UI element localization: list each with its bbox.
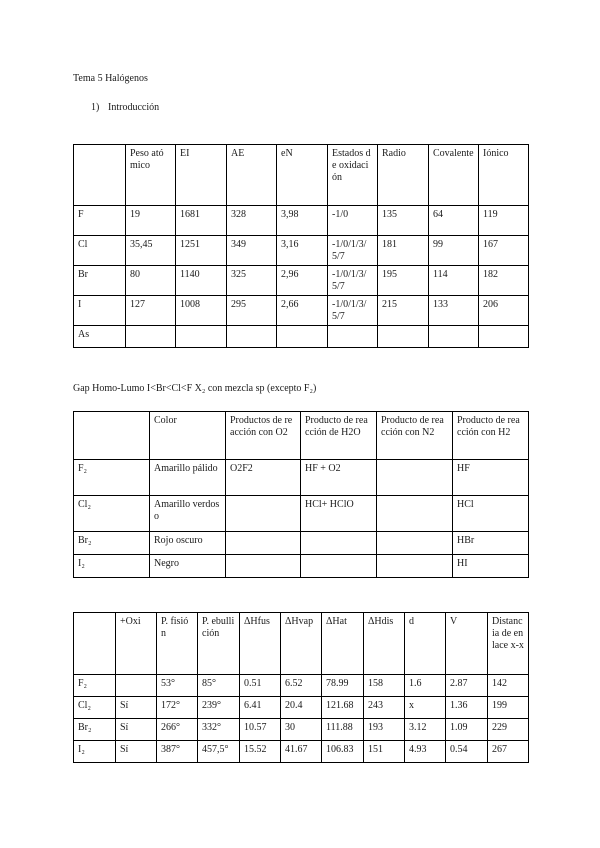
table-cell: 80 — [126, 266, 176, 296]
table-cell: HCl — [453, 496, 529, 532]
row-label: I — [74, 296, 126, 326]
table-cell: 328 — [227, 206, 277, 236]
table-cell: 167 — [479, 236, 529, 266]
table-cell — [378, 326, 429, 348]
table-cell: 19 — [126, 206, 176, 236]
table-cell: 332° — [198, 719, 240, 741]
table-cell: 243 — [364, 697, 405, 719]
column-header: Peso atómico — [126, 145, 176, 206]
section-number: 1) — [91, 102, 100, 113]
row-label: F — [74, 206, 126, 236]
section-heading: Introducción — [108, 102, 160, 113]
table-cell: -1/0/1/3/5/7 — [328, 236, 378, 266]
table-cell: HF — [453, 460, 529, 496]
table-cell — [126, 326, 176, 348]
table-cell: 158 — [364, 675, 405, 697]
table-cell: 1.09 — [446, 719, 488, 741]
table-cell: 119 — [479, 206, 529, 236]
table-cell: 0.54 — [446, 741, 488, 763]
row-label: F₂ — [74, 675, 116, 697]
table-cell: 206 — [479, 296, 529, 326]
table-cell: Negro — [150, 555, 226, 578]
table-cell: 349 — [227, 236, 277, 266]
table-cell — [301, 555, 377, 578]
table-cell: Sí — [116, 741, 157, 763]
table-cell: 142 — [488, 675, 529, 697]
table-cell: 2,66 — [277, 296, 328, 326]
table-cell: HCl+ HClO — [301, 496, 377, 532]
table-cell: 114 — [429, 266, 479, 296]
table-cell: 133 — [429, 296, 479, 326]
table-cell: 127 — [126, 296, 176, 326]
column-header — [74, 412, 150, 460]
row-label: F₂ — [74, 460, 150, 496]
column-header: eN — [277, 145, 328, 206]
table-cell: 3,98 — [277, 206, 328, 236]
table-cell: -1/0/1/3/5/7 — [328, 296, 378, 326]
table-cell: Sí — [116, 719, 157, 741]
table-row — [74, 697, 529, 719]
column-header: P. ebullición — [198, 613, 240, 675]
column-header: Producto de reacción con H2 — [453, 412, 529, 460]
table-cell: O2F2 — [226, 460, 301, 496]
table-cell: 99 — [429, 236, 479, 266]
table-cell: 3.12 — [405, 719, 446, 741]
row-label: As — [74, 326, 126, 348]
column-header: P. fisión — [157, 613, 198, 675]
halogen-reactions-table — [73, 411, 529, 578]
table-cell — [377, 532, 453, 555]
table-header-row — [74, 412, 529, 460]
table-cell: HI — [453, 555, 529, 578]
table-cell: 121.68 — [322, 697, 364, 719]
column-header: AE — [227, 145, 277, 206]
table-row — [74, 555, 529, 578]
table-cell: 85° — [198, 675, 240, 697]
table-cell: 267 — [488, 741, 529, 763]
table-row — [74, 719, 529, 741]
table-cell — [479, 326, 529, 348]
table-cell: -1/0 — [328, 206, 378, 236]
table-cell — [429, 326, 479, 348]
table-row — [74, 675, 529, 697]
table-cell: Amarillo pálido — [150, 460, 226, 496]
table-cell: 295 — [227, 296, 277, 326]
document-title: Tema 5 Halógenos — [73, 73, 148, 84]
table-row — [74, 206, 529, 236]
table-cell: 0.51 — [240, 675, 281, 697]
table-cell: 325 — [227, 266, 277, 296]
table-cell: 78.99 — [322, 675, 364, 697]
row-label: Cl₂ — [74, 496, 150, 532]
column-header: Covalente — [429, 145, 479, 206]
table-cell: Rojo oscuro — [150, 532, 226, 555]
row-label: Cl₂ — [74, 697, 116, 719]
table-cell: 6.41 — [240, 697, 281, 719]
table-cell — [116, 675, 157, 697]
halogen-thermo-table — [73, 612, 529, 763]
table-cell: 10.57 — [240, 719, 281, 741]
table-row — [74, 326, 529, 348]
table-cell: 229 — [488, 719, 529, 741]
table-cell: 239° — [198, 697, 240, 719]
column-header: ΔHvap — [281, 613, 322, 675]
table-cell: 457,5° — [198, 741, 240, 763]
table-cell — [226, 532, 301, 555]
table-cell: 64 — [429, 206, 479, 236]
table-cell: 41.67 — [281, 741, 322, 763]
table-cell: 199 — [488, 697, 529, 719]
table-row — [74, 460, 529, 496]
row-label: Br — [74, 266, 126, 296]
column-header: Estados de oxidación — [328, 145, 378, 206]
table-cell — [377, 555, 453, 578]
table-cell — [301, 532, 377, 555]
table-cell: 1681 — [176, 206, 227, 236]
column-header: +Oxi — [116, 613, 157, 675]
table-row — [74, 266, 529, 296]
table-cell: x — [405, 697, 446, 719]
row-label: I₂ — [74, 555, 150, 578]
column-header: Producto de reacción con N2 — [377, 412, 453, 460]
row-label: Br₂ — [74, 532, 150, 555]
table-cell: 266° — [157, 719, 198, 741]
table-header-row — [74, 145, 529, 206]
table-row — [74, 236, 529, 266]
column-header: Producto de reacción de H2O — [301, 412, 377, 460]
table-cell: 2.87 — [446, 675, 488, 697]
table-cell: 35,45 — [126, 236, 176, 266]
halogen-properties-table — [73, 144, 529, 348]
column-header: Distancia de enlace x-x — [488, 613, 529, 675]
column-header: d — [405, 613, 446, 675]
column-header: Color — [150, 412, 226, 460]
table-cell: 106.83 — [322, 741, 364, 763]
table-cell: 151 — [364, 741, 405, 763]
table-cell: 387° — [157, 741, 198, 763]
table-cell: 193 — [364, 719, 405, 741]
table-row — [74, 296, 529, 326]
column-header: ΔHfus — [240, 613, 281, 675]
table-cell: 20.4 — [281, 697, 322, 719]
table-cell: 6.52 — [281, 675, 322, 697]
table-header-row — [74, 613, 529, 675]
table-cell: Sí — [116, 697, 157, 719]
table-cell — [277, 326, 328, 348]
table-cell: -1/0/1/3/5/7 — [328, 266, 378, 296]
column-header: Productos de reacción con O2 — [226, 412, 301, 460]
table-row — [74, 496, 529, 532]
table-cell: 15.52 — [240, 741, 281, 763]
table-cell — [226, 555, 301, 578]
table-cell — [377, 496, 453, 532]
table-cell — [176, 326, 227, 348]
table-cell: HBr — [453, 532, 529, 555]
gap-homo-lumo-note: Gap Homo-Lumo I<Br<Cl<F X₂ con mezcla sp (excepto F₂) — [73, 383, 317, 394]
table-row — [74, 741, 529, 763]
table-cell: 172° — [157, 697, 198, 719]
table-cell: 135 — [378, 206, 429, 236]
table-row — [74, 532, 529, 555]
table-cell: 4.93 — [405, 741, 446, 763]
row-label: Cl — [74, 236, 126, 266]
column-header: EI — [176, 145, 227, 206]
table-cell: 195 — [378, 266, 429, 296]
table-cell: 53° — [157, 675, 198, 697]
column-header: ΔHat — [322, 613, 364, 675]
table-cell — [377, 460, 453, 496]
column-header: ΔHdis — [364, 613, 405, 675]
row-label: Br₂ — [74, 719, 116, 741]
column-header — [74, 613, 116, 675]
table-cell: 1008 — [176, 296, 227, 326]
column-header: Radio — [378, 145, 429, 206]
table-cell — [328, 326, 378, 348]
table-cell — [227, 326, 277, 348]
table-cell: 1.36 — [446, 697, 488, 719]
table-cell: HF + O2 — [301, 460, 377, 496]
column-header — [74, 145, 126, 206]
column-header: V — [446, 613, 488, 675]
table-cell: 182 — [479, 266, 529, 296]
table-cell — [226, 496, 301, 532]
column-header: Iónico — [479, 145, 529, 206]
table-cell: 215 — [378, 296, 429, 326]
row-label: I₂ — [74, 741, 116, 763]
table-cell: 1251 — [176, 236, 227, 266]
table-cell: 111.88 — [322, 719, 364, 741]
table-cell: 1.6 — [405, 675, 446, 697]
table-cell: 30 — [281, 719, 322, 741]
table-cell: 2,96 — [277, 266, 328, 296]
table-cell: 3,16 — [277, 236, 328, 266]
table-cell: 1140 — [176, 266, 227, 296]
table-cell: Amarillo verdoso — [150, 496, 226, 532]
table-cell: 181 — [378, 236, 429, 266]
